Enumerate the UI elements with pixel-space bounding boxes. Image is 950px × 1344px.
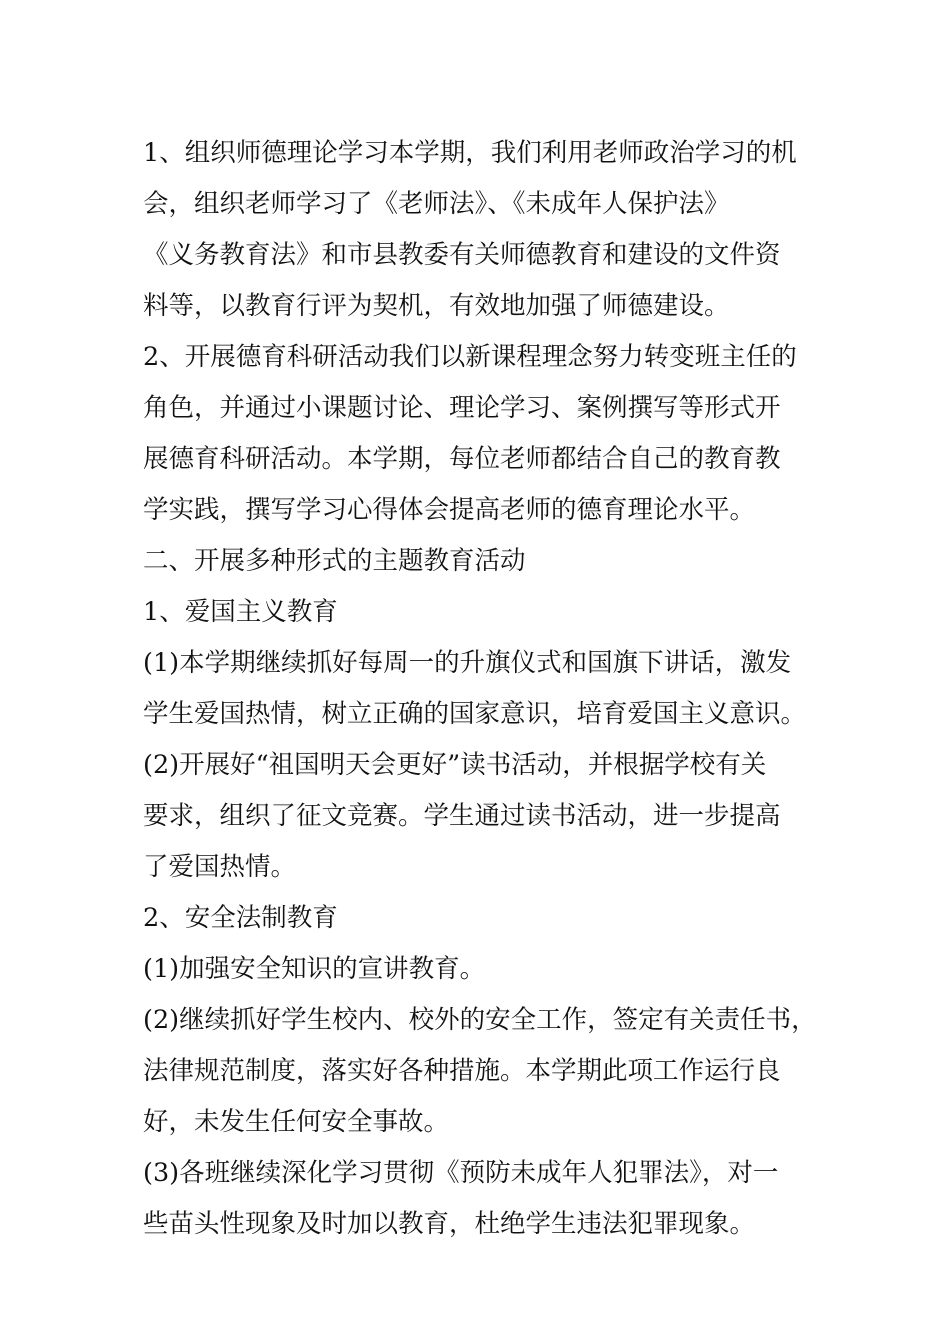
text-line: 展德育科研活动。本学期，每位老师都结合自己的教育教 [143,444,781,474]
text-line: 会，组织老师学习了《老师法》、《未成年人保护法》 [143,189,730,219]
text-line: 2、开展德育科研活动我们以新课程理念努力转变班主任的 [143,342,797,372]
subsection-heading: 2、安全法制教育 [143,903,338,933]
text-line: (2)继续抓好学生校内、校外的安全工作，签定有关责任书， [143,1005,817,1035]
text-line: 法律规范制度，落实好各种措施。本学期此项工作运行良 [143,1056,781,1086]
text-line: (1)本学期继续抓好每周一的升旗仪式和国旗下讲话，激发 [143,648,792,678]
text-line: 要求，组织了征文竞赛。学生通过读书活动，进一步提高 [143,801,781,831]
text-line: 学生爱国热情，树立正确的国家意识，培育爱国主义意识。 [143,699,807,729]
text-line: 些苗头性现象及时加以教育，杜绝学生违法犯罪现象。 [143,1209,756,1239]
text-line: (2)开展好“祖国明天会更好”读书活动，并根据学校有关 [143,750,767,780]
text-line: 学实践，撰写学习心得体会提高老师的德育理论水平。 [143,495,756,525]
text-line: 1、组织师德理论学习本学期，我们利用老师政治学习的机 [143,138,797,168]
text-line: 料等，以教育行评为契机，有效地加强了师德建设。 [143,291,730,321]
text-line: 《义务教育法》和市县教委有关师德教育和建设的文件资 [143,240,781,270]
text-line: 角色，并通过小课题讨论、理论学习、案例撰写等形式开 [143,393,781,423]
section-heading: 二、开展多种形式的主题教育活动 [143,546,526,576]
text-line: (1)加强安全知识的宣讲教育。 [143,954,486,984]
subsection-heading: 1、爱国主义教育 [143,597,338,627]
text-line: 好，未发生任何安全事故。 [143,1107,450,1137]
text-line: 了爱国热情。 [143,852,297,882]
document-body [143,128,817,1250]
text-line: (3)各班继续深化学习贯彻《预防未成年人犯罪法》，对一 [143,1158,779,1188]
